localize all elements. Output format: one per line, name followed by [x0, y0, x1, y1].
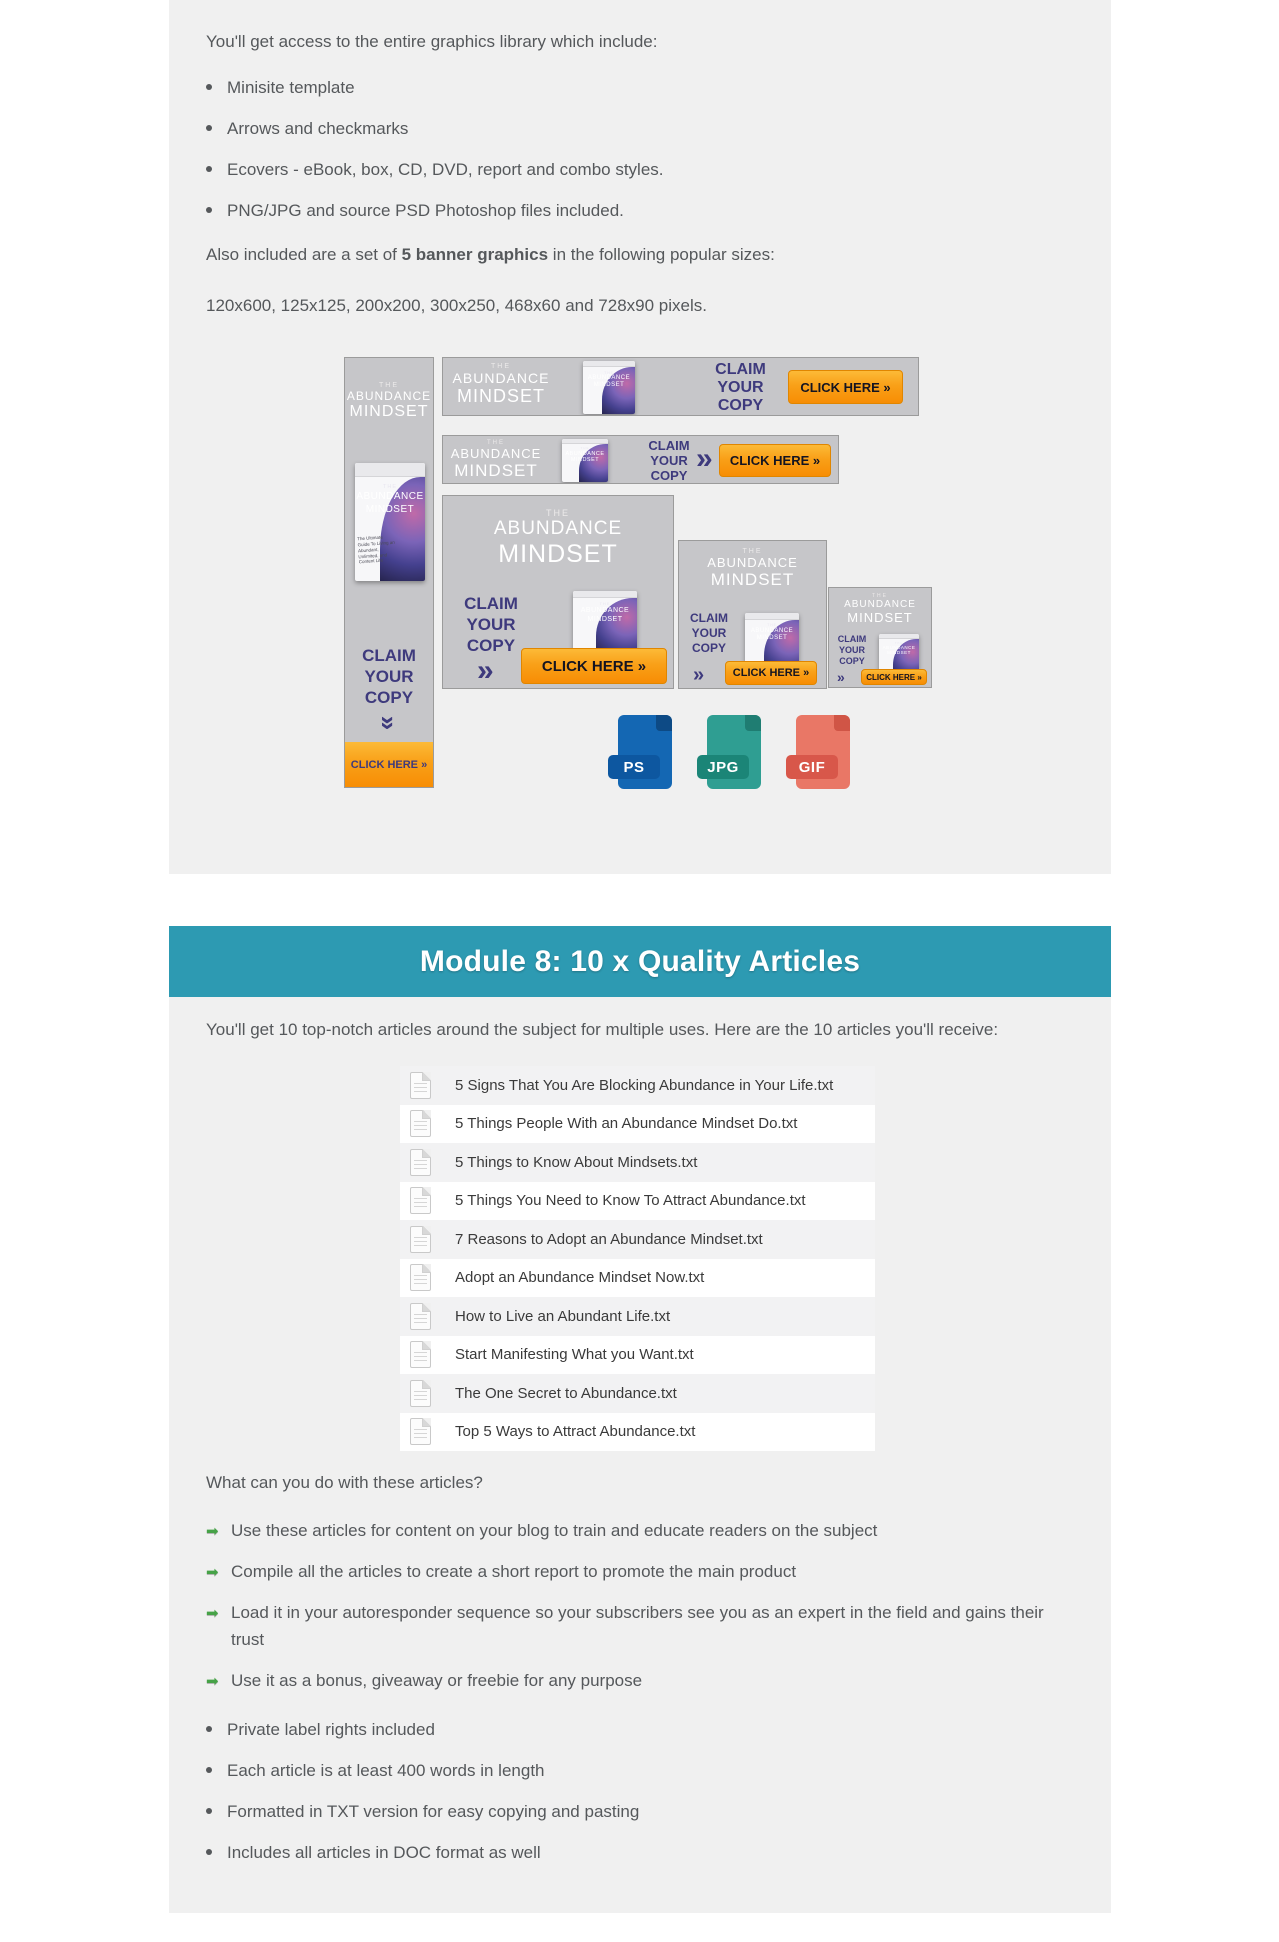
feature-text: Each article is at least 400 words in length — [227, 1761, 545, 1780]
list-item — [206, 1719, 639, 1741]
bullet-dot — [206, 1726, 212, 1732]
module8-header-bar — [169, 926, 1111, 997]
ebook-cover-image: THE ABUNDANCE MINDSET — [879, 634, 919, 676]
bullet-dot — [206, 166, 212, 172]
graphics-library-section — [169, 0, 1111, 874]
document-icon — [410, 1303, 431, 1330]
banner-468x60-image — [442, 435, 839, 484]
chevron-right-icon: » — [693, 664, 705, 686]
article-row — [400, 1336, 875, 1375]
article-filename: How to Live an Abundant Life.txt — [455, 1307, 671, 1325]
banner-brand-text: THE ABUNDANCE MINDSET — [493, 508, 623, 568]
ebook-cover-image: THE ABUNDANCE MINDSET — [562, 439, 608, 482]
article-row — [400, 1066, 875, 1105]
list-item — [206, 1599, 1051, 1653]
book-pages — [355, 463, 425, 477]
folded-corner — [656, 715, 672, 731]
use-text: Load it in your autoresponder sequence so your subscribers see you as an expert in the field and gains their trust — [231, 1603, 1044, 1649]
banner-brand-text: THE ABUNDANCE MINDSET — [450, 440, 542, 480]
bullet-text: PNG/JPG and source PSD Photoshop files included. — [227, 201, 624, 220]
article-filename: The One Secret to Abundance.txt — [455, 1384, 677, 1402]
module8-title: Module 8: 10 x Quality Articles — [419, 944, 861, 978]
bullet-dot — [206, 1849, 212, 1855]
banner-brand-text: THE ABUNDANCE MINDSET — [707, 548, 798, 589]
banner-brand-text: THE ABUNDANCE MINDSET — [452, 363, 550, 406]
green-arrow-icon: ➡ — [206, 1564, 219, 1581]
file-type-label: PS — [608, 755, 660, 779]
file-type-label: JPG — [697, 755, 749, 779]
article-row — [400, 1259, 875, 1298]
article-uses-list — [206, 1517, 1066, 1708]
brand-the: THE — [379, 382, 399, 389]
file-type-label: GIF — [786, 755, 838, 779]
claim-your-copy-text: CLAIM YOUR COPY — [362, 646, 416, 707]
bullet-text: Arrows and checkmarks — [227, 119, 409, 138]
list-item — [206, 1667, 1051, 1694]
ebook-cover-image: THE ABUNDANCE MINDSET — [573, 591, 637, 653]
article-row — [400, 1374, 875, 1413]
chevron-right-icon: » — [696, 442, 713, 475]
article-row — [400, 1143, 875, 1182]
ebook-cover-image: THE ABUNDANCE MINDSET — [745, 613, 799, 671]
bullet-dot — [206, 125, 212, 131]
banner-brand-text: THE ABUNDANCE MINDSET — [844, 593, 916, 625]
document-icon — [410, 1072, 431, 1099]
bullet-dot — [206, 84, 212, 90]
bullet-text: Minisite template — [227, 78, 355, 97]
module8-intro-text: You'll get 10 top-notch articles around the subject for multiple uses. Here are the 10 articles you'll receive: — [206, 1020, 999, 1039]
green-arrow-icon: ➡ — [206, 1523, 219, 1540]
graphics-bullet-list — [206, 77, 664, 241]
document-icon — [410, 1226, 431, 1253]
feature-text: Formatted in TXT version for easy copying and pasting — [227, 1802, 640, 1821]
article-features-list — [206, 1719, 639, 1883]
bullet-dot — [206, 207, 212, 213]
article-filename: Start Manifesting What you Want.txt — [455, 1346, 694, 1364]
click-here-button: CLICK HERE » — [725, 661, 817, 685]
claim-your-copy-text: CLAIM YOUR COPY — [837, 634, 867, 666]
chevron-down-icon: » — [374, 715, 404, 731]
banner-set-suffix: in the following popular sizes: — [548, 245, 775, 264]
chevron-right-icon: » — [477, 654, 494, 687]
claim-your-copy-text: CLAIM YOUR COPY — [690, 611, 728, 655]
banner-300x250-image — [442, 495, 674, 689]
ebook-cover-image: THE ABUNDANCE MINDSET — [583, 361, 635, 414]
brand-abundance: ABUNDANCE — [346, 389, 432, 403]
document-icon — [410, 1110, 431, 1137]
ps-file-icon — [608, 715, 672, 789]
article-row — [400, 1182, 875, 1221]
click-here-button: CLICK HERE » — [345, 742, 433, 787]
list-item — [206, 159, 664, 181]
folded-corner — [834, 715, 850, 731]
article-row — [400, 1413, 875, 1452]
bullet-text: Ecovers - eBook, box, CD, DVD, report and combo styles. — [227, 160, 664, 179]
green-arrow-icon: ➡ — [206, 1605, 219, 1622]
article-file-list — [400, 1066, 875, 1451]
click-here-button: CLICK HERE » — [788, 370, 903, 404]
click-here-button: CLICK HERE » — [719, 444, 831, 477]
ebook-cover-image — [355, 463, 425, 581]
banner-200x200-image — [678, 540, 827, 689]
chevron-right-icon: » — [837, 669, 845, 685]
green-arrow-icon: ➡ — [206, 1673, 219, 1690]
article-row — [400, 1220, 875, 1259]
claim-your-copy-text: CLAIM YOUR COPY — [648, 438, 690, 483]
banner-120x600-image — [344, 357, 434, 788]
claim-your-copy-text: CLAIM YOUR COPY — [464, 594, 518, 655]
articles-question-text: What can you do with these articles? — [206, 1473, 483, 1492]
folded-corner — [745, 715, 761, 731]
list-item — [206, 1517, 1051, 1544]
book-title: THE ABUNDANCE MINDSET — [356, 484, 424, 515]
banner-set-text — [206, 244, 775, 266]
module8-section — [169, 997, 1111, 1913]
list-item — [206, 118, 664, 140]
article-filename: 5 Things to Know About Mindsets.txt — [455, 1153, 698, 1171]
banner-set-prefix: Also included are a set of — [206, 245, 402, 264]
banner-brand-text — [345, 382, 433, 421]
claim-your-copy-text: CLAIM YOUR COPY — [715, 361, 766, 414]
article-filename: 5 Signs That You Are Blocking Abundance in Your Life.txt — [455, 1076, 834, 1094]
use-text: Compile all the articles to create a short report to promote the main product — [231, 1562, 797, 1581]
document-icon — [410, 1380, 431, 1407]
banner-sizes-text: 120x600, 125x125, 200x200, 300x250, 468x60 and 728x90 pixels. — [206, 296, 707, 315]
book-tagline: The Ultimate Guide To Living an Abundant, Unlimited, and Content Life — [356, 534, 395, 565]
list-item — [206, 200, 664, 222]
use-text: Use these articles for content on your blog to train and educate readers on the subject — [231, 1521, 878, 1540]
feature-text: Private label rights included — [227, 1720, 435, 1739]
article-row — [400, 1297, 875, 1336]
list-item — [206, 1842, 639, 1864]
article-filename: Top 5 Ways to Attract Abundance.txt — [455, 1423, 696, 1441]
feature-text: Includes all articles in DOC format as well — [227, 1843, 541, 1862]
banner-set-bold: 5 banner graphics — [401, 245, 549, 264]
article-filename: Adopt an Abundance Mindset Now.txt — [455, 1269, 705, 1287]
bullet-dot — [206, 1767, 212, 1773]
document-icon — [410, 1341, 431, 1368]
article-row — [400, 1105, 875, 1144]
click-here-button: CLICK HERE » — [861, 669, 927, 685]
banner-728x90-image — [442, 357, 919, 416]
gif-file-icon — [786, 715, 850, 789]
graphics-intro-text: You'll get access to the entire graphics library which include: — [206, 32, 658, 51]
click-here-button: CLICK HERE » — [521, 648, 667, 684]
document-icon — [410, 1418, 431, 1445]
article-filename: 5 Things You Need to Know To Attract Abundance.txt — [455, 1192, 806, 1210]
document-icon — [410, 1264, 431, 1291]
use-text: Use it as a bonus, giveaway or freebie for any purpose — [231, 1671, 643, 1690]
document-icon — [410, 1187, 431, 1214]
jpg-file-icon — [697, 715, 761, 789]
brand-mindset: MINDSET — [349, 403, 429, 420]
article-filename: 7 Reasons to Adopt an Abundance Mindset.txt — [455, 1230, 763, 1248]
list-item — [206, 1760, 639, 1782]
list-item — [206, 1558, 1051, 1585]
article-filename: 5 Things People With an Abundance Mindset Do.txt — [455, 1115, 798, 1133]
document-icon — [410, 1149, 431, 1176]
bullet-dot — [206, 1808, 212, 1814]
list-item — [206, 1801, 639, 1823]
list-item — [206, 77, 664, 99]
banner-125x125-image — [828, 587, 932, 688]
